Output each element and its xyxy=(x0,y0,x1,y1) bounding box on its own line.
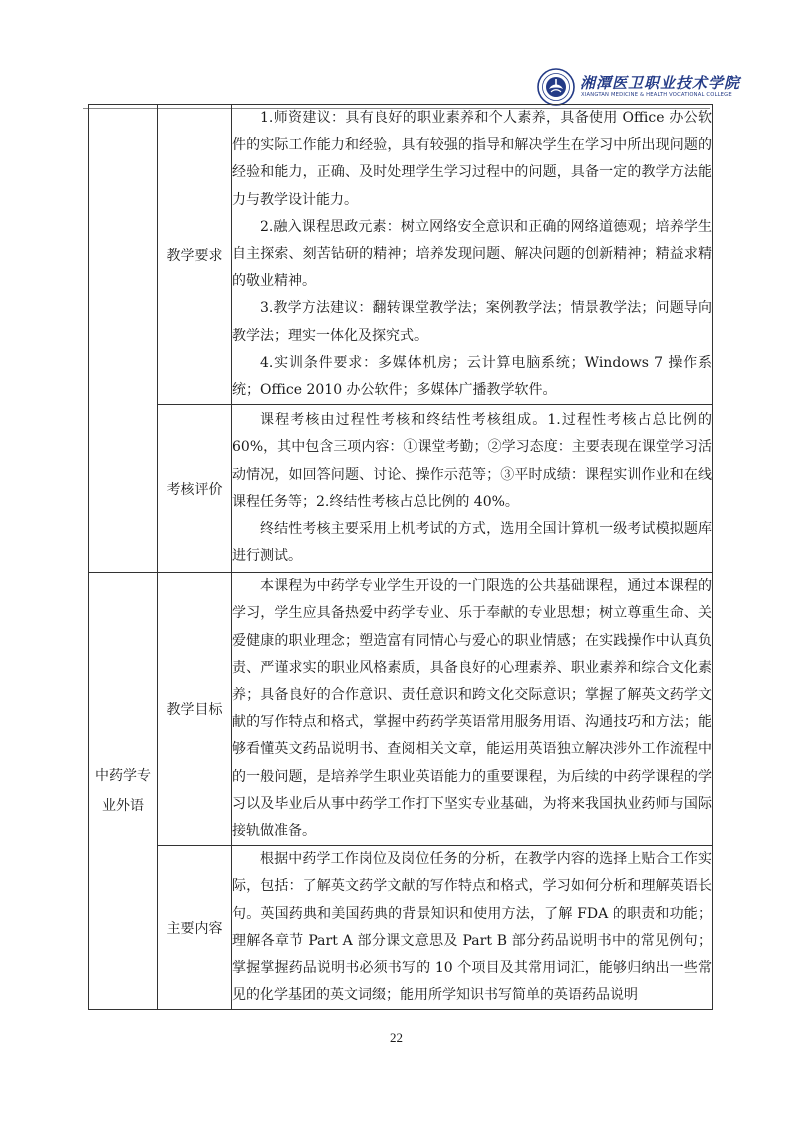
row-content xyxy=(232,846,713,1010)
paragraph: 课程考核由过程性考核和终结性考核组成。1.过程性考核占总比例的 60%，其中包含三项内容：①课堂考勤；②学习态度：主要表现在课堂学习活动情况，如回答问题、讨论、操作示范等；③平时成绩：课程实训作业和在线课程任务等；2.终结性考核占总比例的 40%。 xyxy=(232,412,712,510)
row-label: 主要内容 xyxy=(158,846,232,1010)
paragraph: 根据中药学工作岗位及岗位任务的分析，在教学内容的选择上贴合工作实际，包括：了解英文药学文献的写作特点和格式，学习如何分析和理解英语长句。英国药典和美国药典的背景知识和使用方法，了解 FDA 的职责和功能；理解各章节 Part A 部分课文意思及 Part B 部分药品说明书中的常见例句；掌握掌握药品说明书必须书写的 10 个项目及其常用词汇，能够归纳出一些常见的化学基团的英文词缀；能用所学知识书写简单的英语药品说明 xyxy=(232,851,712,1004)
paragraph: 本课程为中药学专业学生开设的一门限选的公共基础课程，通过本课程的学习，学生应具备热爱中药学专业、乐于奉献的专业思想；树立尊重生命、关爱健康的职业理念；塑造富有同情心与爱心的职业情感；在实践操作中认真负责、严谨求实的职业风格素质，具备良好的心理素养、职业素养和综合文化素养；具备良好的合作意识、责任意识和跨文化交际意识；掌握了解英文药学文献的写作特点和格式，掌握中药药学英语常用服务用语、沟通技巧和方法；能够看懂英文药品说明书、查阅相关文章，能运用英语独立解决涉外工作流程中的一般问题，是培养学生职业英语能力的重要课程，为后续的中药学课程的学习以及毕业后从事中药学工作打下坚实专业基础，为将来我国执业药师与国际接轨做准备。 xyxy=(232,578,712,840)
row-content xyxy=(232,105,713,405)
school-logo xyxy=(537,68,747,108)
school-seal-icon xyxy=(537,68,575,106)
row-label: 教学目标 xyxy=(158,573,232,846)
paragraph: 3.教学方法建议：翻转课堂教学法；案例教学法；情景教学法；问题导向教学法；理实一体化及探究式。 xyxy=(232,300,712,344)
school-name-en: XIANGTAN MEDICINE & HEALTH VOCATIONAL COLLEGE xyxy=(581,92,732,98)
table-row xyxy=(89,405,713,573)
table-row xyxy=(89,846,713,1010)
paragraph: 2.融入课程思政元素：树立网络安全意识和正确的网络道德观；培养学生自主探索、刻苦钻研的精神；培养发现问题、解决问题的创新精神；精益求精的敬业精神。 xyxy=(232,218,712,290)
row-content xyxy=(232,573,713,846)
row-label: 考核评价 xyxy=(158,405,232,573)
row-label: 教学要求 xyxy=(158,105,232,405)
page-number: 22 xyxy=(390,1030,403,1045)
school-name: 湘潭医卫职业技术学院 xyxy=(580,74,741,92)
table-row xyxy=(89,105,713,405)
course-name-cell xyxy=(89,105,158,573)
table-row xyxy=(89,573,713,846)
course-table xyxy=(88,104,713,1010)
paragraph: 4.实训条件要求：多媒体机房；云计算电脑系统；Windows 7 操作系统；Office 2010 办公软件；多媒体广播教学软件。 xyxy=(232,354,712,399)
paragraph: 1.师资建议：具有良好的职业素养和个人素养，具备使用 Office 办公软件的实际工作能力和经验，具有较强的指导和解决学生在学习中所出现问题的经验和能力，正确、及时处理学生学习过程中的问题，具备一定的教学方法能力与教学设计能力。 xyxy=(232,110,712,208)
paragraph: 终结性考核主要采用上机考试的方式，选用全国计算机一级考试模拟题库进行测试。 xyxy=(232,520,712,565)
row-content xyxy=(232,405,713,573)
course-name-cell: 中药学专业外语 xyxy=(89,573,158,1010)
